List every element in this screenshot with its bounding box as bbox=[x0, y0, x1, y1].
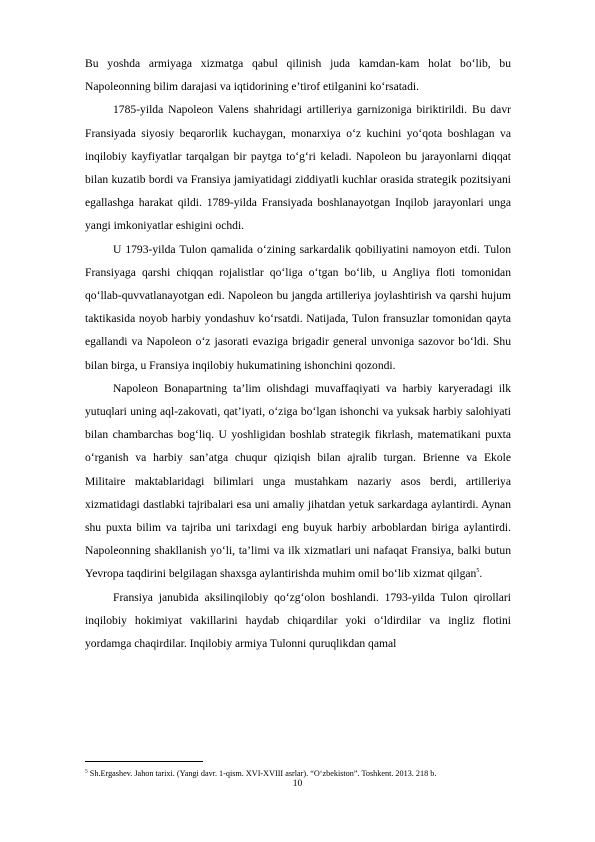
footnote-separator bbox=[85, 761, 203, 762]
paragraph-2: 1785-yilda Napoleon Valens shahridagi artilleriya garnizoniga biriktirildi. Bu davr Fransiyada siyosiy beqarorlik kuchaygan, monarxiya o‘z kuchini yo‘qota boshlagan va inqilobiy kayfiyatlar tarqalgan bir paytga to‘g‘ri keladi. Napoleon bu jarayonlarni diqqat bilan kuzatib bordi va Fransiya jamiyatidagi ziddiyatli kuchlar orasida strategik pozitsiyani egallashga harakat qildi. 1789-yilda Fransiyada boshlanayotgan Inqilob jarayonlari unga yangi imkoniyatlar eshigini ochdi. bbox=[85, 103, 511, 233]
paragraph-4 bbox=[85, 377, 511, 586]
page-number: 10 bbox=[292, 779, 303, 789]
footnote-text: Sh.Ergashev. Jahon tarixi. (Yangi davr. 1-qism. XVI-XVIII asrlar). “O‘zbekiston”. Toshkent. 2013. 218 b. bbox=[87, 769, 437, 778]
body-text bbox=[85, 52, 511, 655]
paragraph-1: Bu yoshda armiyaga xizmatga qabul qilinish juda kamdan-kam holat bo‘lib, bu Napoleonning bilim darajasi va iqtidorining e’tirof etilganini ko‘rsatadi. bbox=[85, 57, 511, 94]
paragraph-4-text: Napoleon Bonapartning ta’lim olishdagi muvaffaqiyati va harbiy karyeradagi ilk yutuqlari uning aql-zakovati, qat’iyati, o‘ziga bo‘lgan ishonchi va yuksak harbiy salohiyati bilan chambarchas bog‘liq. U yoshligidan boshlab strategik fikrlash, matematikani puxta o‘rganish va harbiy san’atga chuqur qiziqish bilan ajralib turgan. Brienne va Ekole Militaire maktablaridagi bilimlari unga mustahkam nazariy asos berdi, artilleriya xizmatidagi dastlabki tajribalari esa uni amaliy jihatdan yetuk sarkardaga aylantirdi. Aynan shu puxta bilim va tajriba uni tarixdagi eng buyuk harbiy arboblardan biriga aylantirdi. Napoleonning shakllanish yo‘li, ta’limi va ilk xizmatlari uni nafaqat Fransiya, balki butun Yevropa taqdirini belgilagan shaxsga aylantirishda muhim omil bo‘lib xizmat qilgan bbox=[85, 381, 511, 581]
paragraph-4-end: . bbox=[479, 567, 483, 581]
footnote-mark: 5 bbox=[85, 768, 88, 775]
paragraph-3: U 1793-yilda Tulon qamalida o‘zining sarkardalik qobiliyatini namoyon etdi. Tulon Fransiyaga qarshi chiqqan rojalistlar qo‘liga o‘tgan bo‘lib, u Angliya floti tomonidan qo‘llab-quvvatlanayotgan edi. Napoleon bu jangda artilleriya joylashtirish va qarshi hujum taktikasida noyob harbiy yondashuv ko‘rsatdi. Natijada, Tulon fransuzlar tomonidan qayta egallandi va Napoleon o‘z jasorati evaziga brigadir general unvoniga sazovor bo‘ldi. Shu bilan birga, u Fransiya inqilobiy hukumatining ishonchini qozondi. bbox=[85, 242, 511, 372]
footnote bbox=[85, 768, 511, 779]
footnote-reference[interactable]: 5 bbox=[476, 568, 480, 575]
paragraph-5: Fransiya janubida aksilinqilobiy qo‘zg‘olon boshlandi. 1793-yilda Tulon qirollari inqilobiy hokimiyat vakillarini haydab chiqardilar yoki o‘ldirdilar va ingliz flotini yordamga chaqirdilar. Inqilobiy armiya Tulonni quruqlikdan qamal bbox=[85, 590, 511, 651]
